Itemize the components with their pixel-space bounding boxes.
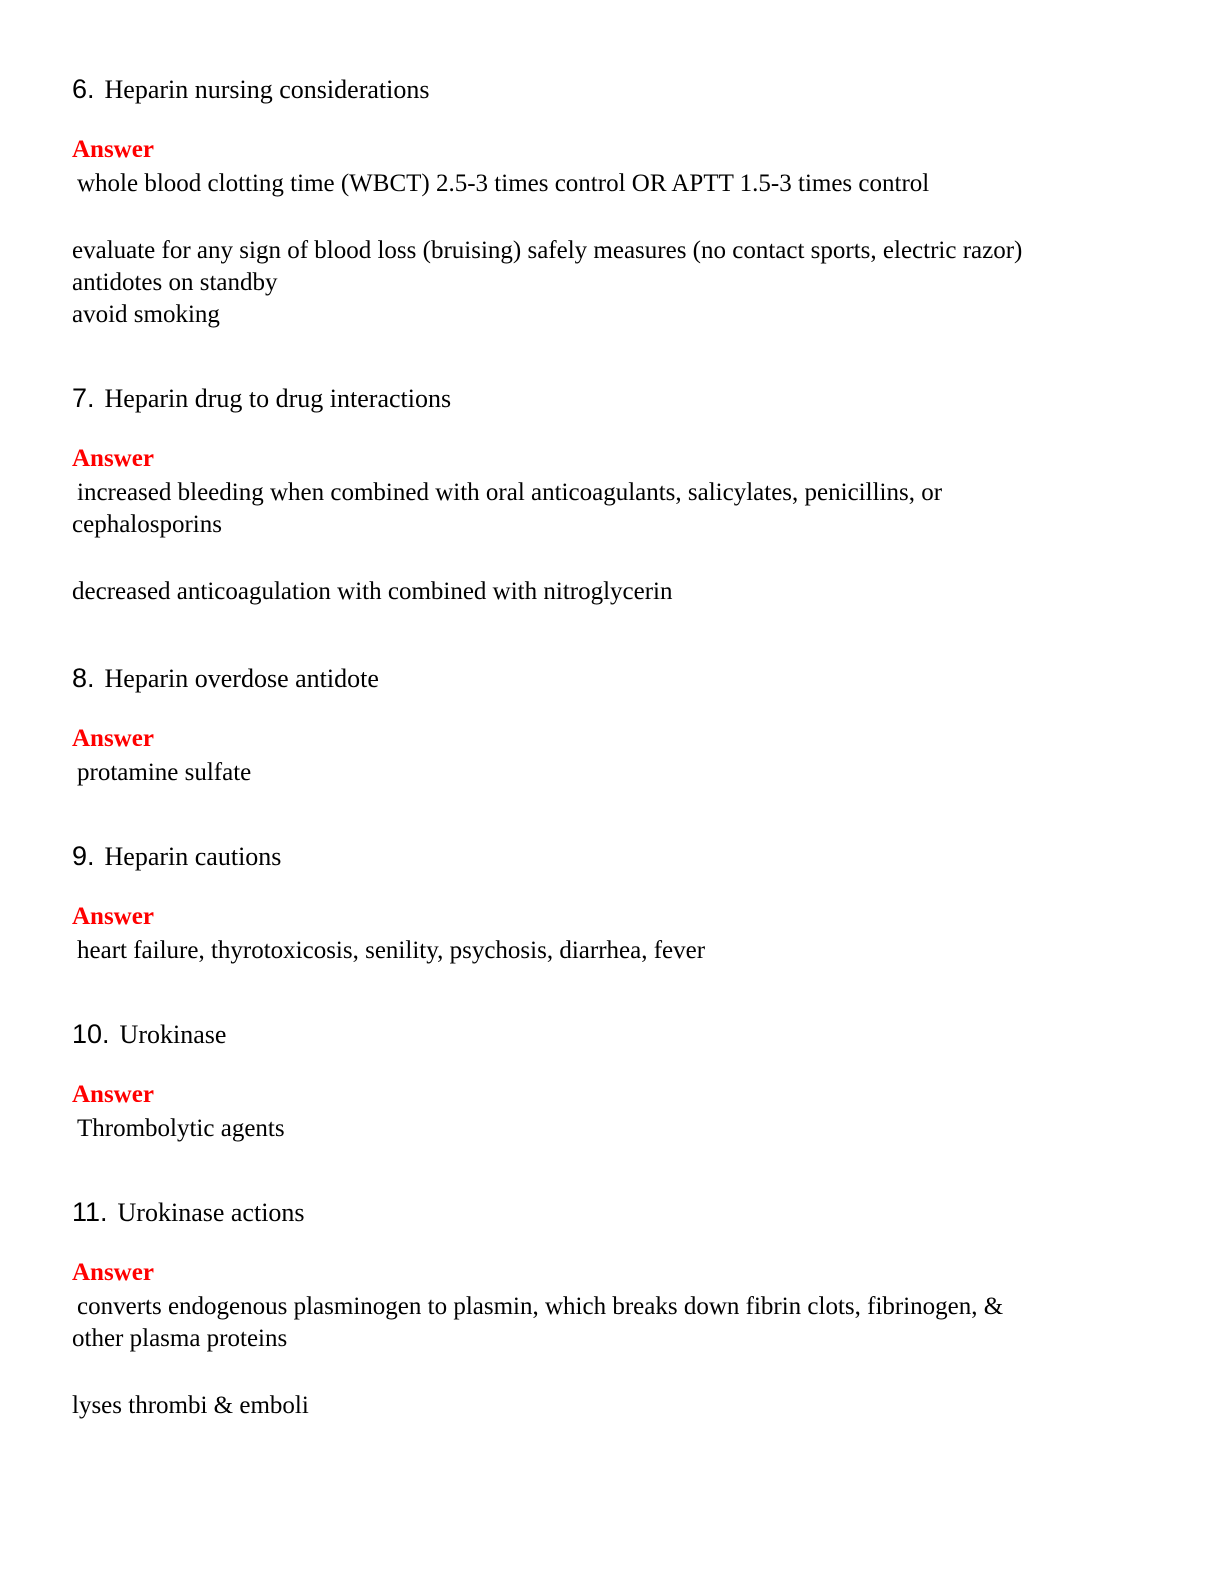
- question-text: Urokinase: [119, 1020, 227, 1049]
- answer-body: [72, 757, 1152, 789]
- question-text: Heparin overdose antidote: [104, 664, 379, 693]
- answer-body: [72, 477, 1152, 608]
- answer-label: Answer: [72, 1081, 154, 1108]
- answer-line: evaluate for any sign of blood loss (bruising) safely measures (no contact sports, electric razor): [72, 237, 1023, 264]
- answer-body: [72, 168, 1152, 331]
- answer-label: Answer: [72, 725, 154, 752]
- answer-line: protamine sulfate: [77, 759, 252, 786]
- answer-line: converts endogenous plasminogen to plasmin, which breaks down fibrin clots, fibrinogen, &: [77, 1293, 1004, 1320]
- answer-label: Answer: [72, 445, 154, 472]
- answer-label: Answer: [72, 1259, 154, 1286]
- answer-line: other plasma proteins: [72, 1325, 288, 1352]
- answer-line: heart failure, thyrotoxicosis, senility, psychosis, diarrhea, fever: [77, 937, 706, 964]
- question-text: Heparin nursing considerations: [104, 75, 430, 104]
- question-text: Urokinase actions: [117, 1198, 305, 1227]
- answer-line: cephalosporins: [72, 511, 222, 538]
- question-number: 9.: [72, 841, 95, 871]
- answer-line: antidotes on standby: [72, 269, 278, 296]
- answer-line: avoid smoking: [72, 301, 220, 328]
- question-text: Heparin cautions: [104, 842, 282, 871]
- answer-line: lyses thrombi & emboli: [72, 1392, 309, 1419]
- question-title: [72, 663, 379, 694]
- answer-body: [72, 1291, 1152, 1422]
- question-title: [72, 841, 281, 872]
- answer-line: decreased anticoagulation with combined with nitroglycerin: [72, 578, 673, 605]
- question-title: [72, 383, 451, 414]
- question-text: Heparin drug to drug interactions: [104, 384, 452, 413]
- question-number: 10.: [72, 1019, 110, 1049]
- answer-body: [72, 1113, 1152, 1145]
- question-number: 11.: [72, 1197, 108, 1227]
- answer-label: Answer: [72, 136, 154, 163]
- question-number: 6.: [72, 74, 95, 104]
- question-number: 8.: [72, 663, 95, 693]
- question-title: [72, 1019, 226, 1050]
- answer-line: whole blood clotting time (WBCT) 2.5-3 times control OR APTT 1.5-3 times control: [77, 170, 930, 197]
- answer-line: Thrombolytic agents: [77, 1115, 285, 1142]
- question-title: [72, 74, 429, 105]
- question-title: [72, 1197, 305, 1228]
- answer-body: [72, 935, 1152, 967]
- answer-line: increased bleeding when combined with oral anticoagulants, salicylates, penicillins, or: [77, 479, 943, 506]
- question-number: 7.: [72, 383, 95, 413]
- answer-label: Answer: [72, 903, 154, 930]
